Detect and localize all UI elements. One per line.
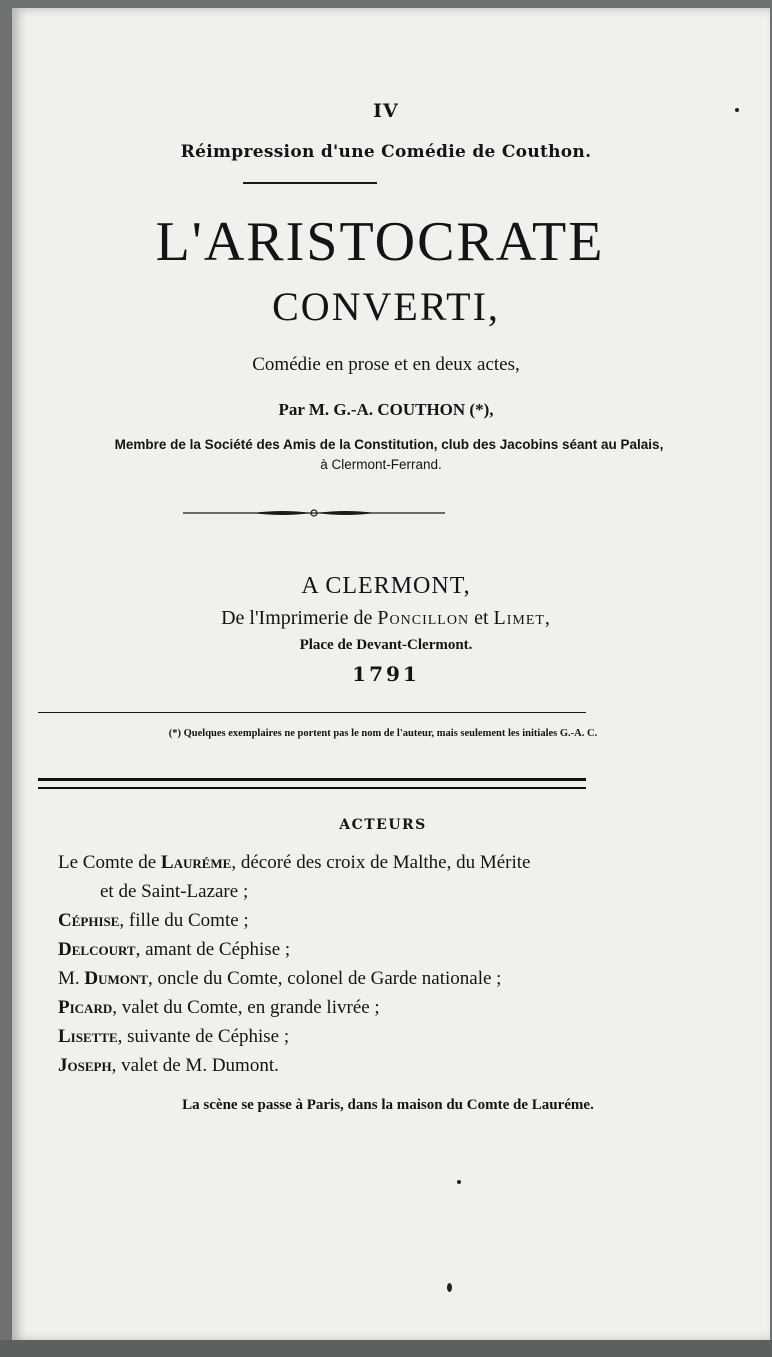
membership-line-2: à Clermont-Ferrand. <box>320 457 442 472</box>
imprint-year: 1791 <box>352 662 420 686</box>
printer-join: et <box>469 607 494 629</box>
cast-description: , fille du Comte ; <box>119 910 249 931</box>
cast-name: Picard <box>58 997 113 1018</box>
page-folio: IV <box>373 100 399 122</box>
cast-name: Delcourt <box>58 939 136 960</box>
reprint-heading: Réimpression d'une Comédie de Couthon. <box>180 142 592 162</box>
cast-name: Dumont <box>84 968 148 989</box>
printer-name-2: Limet, <box>493 607 551 629</box>
scan-speck <box>457 1180 461 1184</box>
double-rule <box>38 778 586 789</box>
actors-heading: ACTEURS <box>339 817 427 833</box>
printer-name-1: Poncillon <box>377 607 470 629</box>
setting-line: La scène se passe à Paris, dans la maison du Comte de Lauréme. <box>182 1097 594 1113</box>
cast-entry <box>58 993 578 1022</box>
imprint-city: A CLERMONT, <box>301 573 471 599</box>
imprint-printer <box>0 607 772 630</box>
cast-prefix: Le Comte de <box>58 852 161 873</box>
cast-description: , valet de M. Dumont. <box>111 1055 279 1076</box>
cast-name: Lauréme <box>160 852 232 873</box>
cast-description: , valet du Comte, en grande livrée ; <box>112 997 380 1018</box>
cast-description: , décoré des croix de Malthe, du Mérite <box>231 852 531 873</box>
cast-entry <box>58 935 578 964</box>
scan-speck <box>735 108 739 112</box>
cast-entry <box>58 964 578 993</box>
footnote: (*) Quelques exemplaires ne portent pas le nom de l'auteur, mais seulement les initiales G.-A. C. <box>168 728 598 739</box>
ornament-rule <box>183 506 445 520</box>
cast-description: , oncle du Comte, colonel de Garde nationale ; <box>147 968 502 989</box>
short-rule <box>243 182 377 184</box>
cast-prefix: M. <box>58 968 85 989</box>
cast-entry: et de Saint-Lazare ; <box>100 881 249 902</box>
cast-entry <box>58 1022 578 1051</box>
subtitle: Comédie en prose et en deux actes, <box>252 354 520 375</box>
footnote-rule <box>38 712 586 713</box>
cast-entry <box>58 1051 578 1080</box>
title-line-1: L'ARISTOCRATE <box>155 211 605 273</box>
scan-background <box>0 1340 772 1357</box>
title-line-2: CONVERTI, <box>272 284 500 329</box>
printer-prefix: De l'Imprimerie de <box>221 607 378 629</box>
scan-speck <box>447 1283 452 1292</box>
membership-line-1: Membre de la Société des Amis de la Constitution, club des Jacobins séant au Palais, <box>114 437 664 452</box>
cast-entry <box>58 906 578 935</box>
cast-name: Céphise <box>58 910 120 931</box>
cast-list <box>58 848 578 1080</box>
cast-name: Lisette <box>58 1026 118 1047</box>
author-line: Par M. G.-A. COUTHON (*), <box>278 400 494 419</box>
imprint-place: Place de Devant-Clermont. <box>299 637 473 653</box>
cast-description: , suivante de Céphise ; <box>117 1026 290 1047</box>
cast-description: , amant de Céphise ; <box>135 939 291 960</box>
cast-name: Joseph <box>58 1055 112 1076</box>
cast-entry <box>58 848 578 877</box>
